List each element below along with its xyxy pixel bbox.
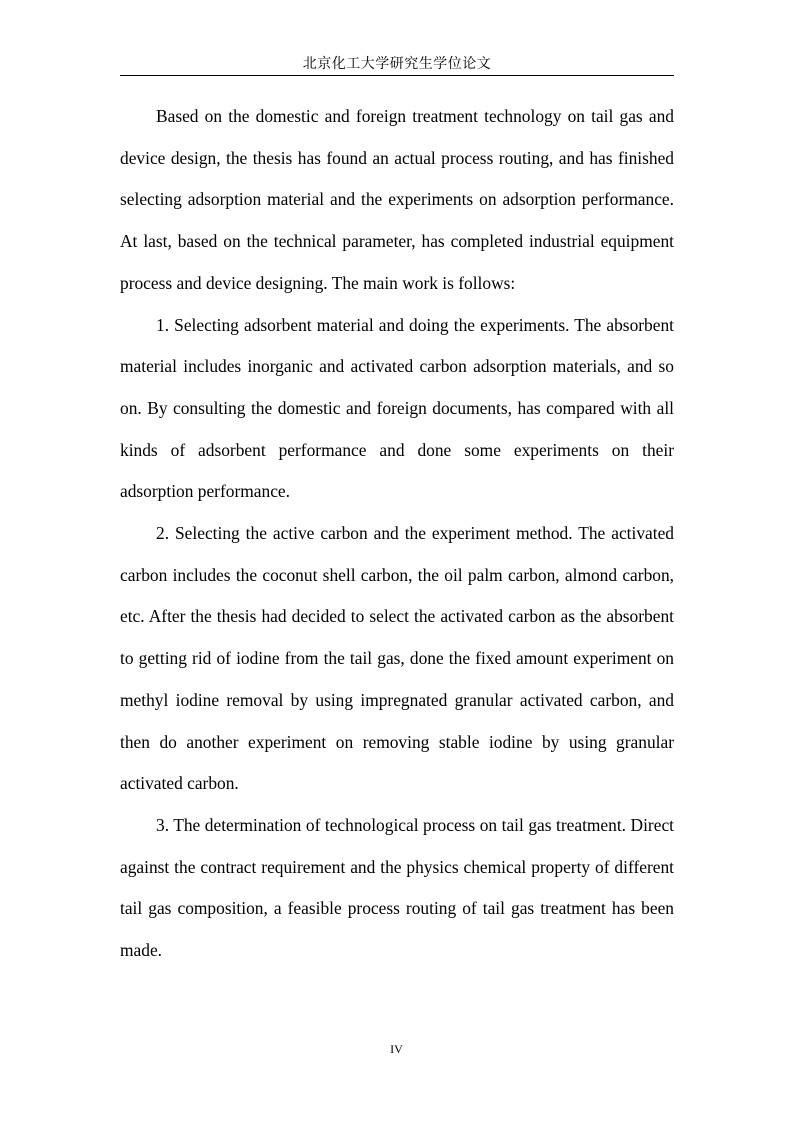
abstract-body	[120, 96, 674, 972]
running-header: 北京化工大学研究生学位论文	[120, 56, 674, 76]
work-item-1-paragraph: 1. Selecting adsorbent material and doing the experiments. The absorbent material includes inorganic and activated carbon adsorption materials, and so on. By consulting the domestic and foreign documents, has compared with all kinds of adsorbent performance and done some experiments on their adsorption performance.	[120, 314, 674, 502]
intro-paragraph: Based on the domestic and foreign treatment technology on tail gas and device design, the thesis has found an actual process routing, and has finished selecting adsorption material and the experiments on adsorption performance. At last, based on the technical parameter, has completed industrial equipment process and device designing. The main work is follows:	[120, 106, 674, 293]
work-item-3-paragraph: 3. The determination of technological process on tail gas treatment. Direct against the contract requirement and the physics chemical property of different tail gas composition, a feasible process routing of tail gas treatment has been made.	[120, 814, 674, 961]
work-item-2-paragraph: 2. Selecting the active carbon and the experiment method. The activated carbon includes the coconut shell carbon, the oil palm carbon, almond carbon, etc. After the thesis had decided to select the activated carbon as the absorbent to getting rid of iodine from the tail gas, done the fixed amount experiment on methyl iodine removal by using impregnated granular activated carbon, and then do another experiment on removing stable iodine by using granular activated carbon.	[120, 523, 674, 794]
page-number: IV	[390, 1042, 403, 1056]
